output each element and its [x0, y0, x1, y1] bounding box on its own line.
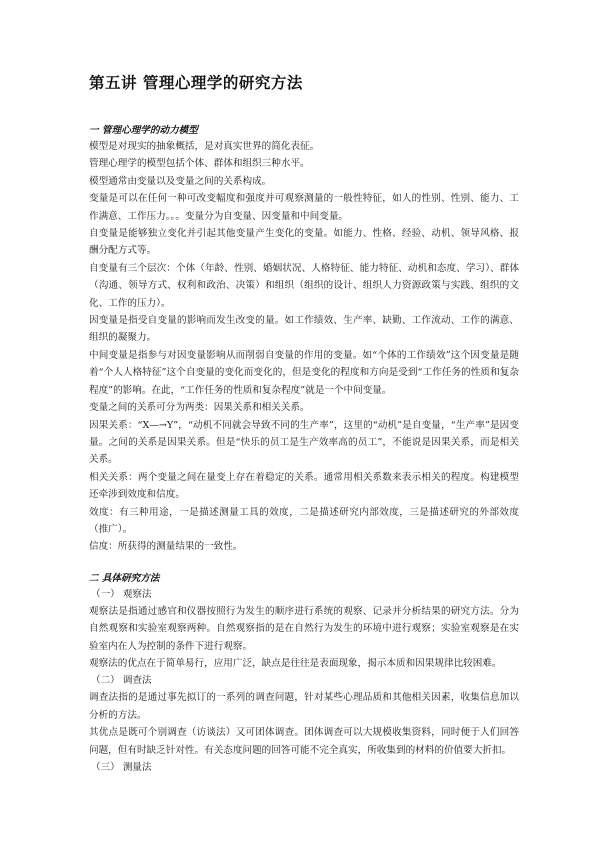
paragraph: 变量是可以在任何一种可改变幅度和强度并可观察测量的一般性特征，如人的性别、性别、能力、工作满意、工作压力。。。变量分为自变量、因变量和中间变量。 [89, 193, 519, 222]
paragraph: 观察法是指通过感官和仪器按照行为发生的顺序进行系统的观察、记录并分析结果的研究方法。分为自然观察和实验室观察两种。自然观察指的是在自然行为发生的环境中进行观察；实验室观察是在实验室内在人为控制的条件下进行观察。 [89, 605, 519, 652]
section-body-dynamic-model [89, 138, 519, 556]
paragraph: 中间变量是指参与对因变量影响从而削弱自变量的作用的变量。如“个体的工作绩效”这个因变量是随着“个人人格特征”这个自变量的变化而变化的，但是变化的程度和方向是受到“工作任务的性质和复杂程度”的影响。在此，“工作任务的性质和复杂程度”就是一个中间变量。 [89, 349, 519, 396]
paragraph: 管理心理学的模型包括个体、群体和组织三种水平。 [89, 158, 310, 170]
paragraph: 自变量有三个层次：个体（年龄、性别、婚姻状况、人格特征、能力特征、动机和态度、学习）、群体（沟通、领导方式、权利和政治、决策）和组织（组织的设计、组织人力资源政策与实践、组织的文化、工作的压力）。 [89, 262, 519, 309]
paragraph: 模型通常由变量以及变量之间的关系构成。 [89, 175, 272, 187]
paragraph: 相关关系：两个变量之间在量变上存在着稳定的关系。通常用相关系数来表示相关的程度。构建模型还牵涉到效度和信度。 [89, 471, 519, 501]
document-page [89, 72, 519, 776]
subheading-survey: （二） 调查法 [91, 675, 152, 687]
paragraph: 调查法指的是通过事先拟订的一系列的调查问题，针对某些心理品质和其他相关因素，收集信息加以分析的方法。 [89, 692, 519, 721]
section-heading-dynamic-model: 一 管理心理学的动力模型 [89, 125, 198, 136]
paragraph: 因变量是指受自变量的影响而发生改变的量。如工作绩效、生产率、缺勤、工作流动、工作的满意、组织的凝聚力。 [89, 315, 519, 344]
paragraph: 自变量是能够独立变化并引起其他变量产生变化的变量。如能力、性格、经验、动机、领导风格、报酬分配方式等。 [89, 228, 519, 257]
paragraph: 变量之间的关系可分为两类：因果关系和相关关系。 [89, 402, 310, 414]
section-heading-research-methods: 二 具体研究方法 [89, 572, 160, 584]
subheading-observation: （一） 观察法 [91, 588, 152, 600]
paragraph: 信度：所获得的测量结果的一致性。 [89, 541, 243, 553]
paragraph: 其优点是既可个别调查（访谈法）又可团体调查。团体调查可以大规模收集资料，同时便于人们回答问题，但有时缺乏针对性。有关态度问题的回答可能不完全真实，所收集到的材料的价值要大折扣。 [89, 727, 519, 756]
paragraph: 模型是对现实的抽象概括，是对真实世界的简化表征。 [89, 141, 320, 152]
section-body-research-methods [89, 586, 519, 776]
paragraph: 效度：有三种用途，一是描述测量工具的效度，二是描述研究内部效度，三是描述研究的外部效度（推广）。 [89, 506, 519, 535]
paragraph: 观察法的优点在于简单易行，应用广泛，缺点是往往是表面现象，揭示本质和因果规律比较困难。 [89, 657, 502, 669]
page-title: 第五讲 管理心理学的研究方法 [89, 74, 303, 92]
paragraph: 因果关系：“X—→Y”，“动机不同就会导致不同的生产率”，这里的“动机”是自变量，“生产率”是因变量。之间的关系是因果关系。但是“快乐的员工是生产效率高的员工”，不能说是因果关系，而是相关关系。 [89, 419, 519, 466]
subheading-measurement: （三） 测量法 [91, 762, 152, 773]
